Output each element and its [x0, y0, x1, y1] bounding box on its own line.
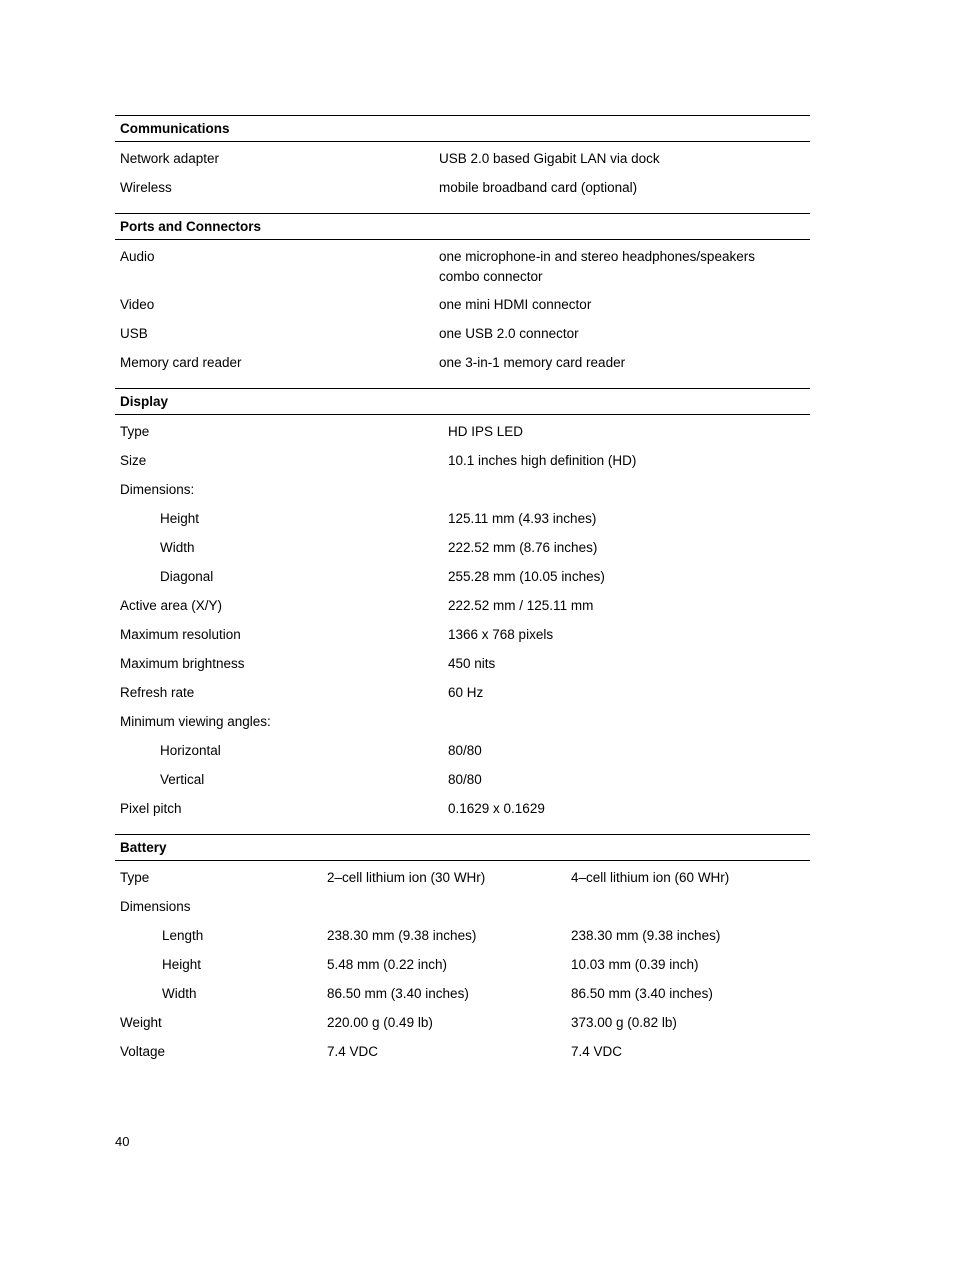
spec-value: 1366 x 768 pixels — [448, 627, 554, 642]
spec-value: 80/80 — [448, 772, 482, 787]
spec-label: Maximum brightness — [120, 656, 245, 671]
spec-row — [115, 349, 810, 378]
spec-value — [448, 476, 808, 480]
spec-label: Height — [160, 511, 200, 526]
section-header: Battery — [115, 834, 810, 861]
spec-row — [115, 418, 810, 447]
spec-value: 10.1 inches high definition (HD) — [448, 453, 637, 468]
spec-value: USB 2.0 based Gigabit LAN via dock — [439, 151, 660, 166]
spec-value: 80/80 — [448, 743, 482, 758]
spec-label: Vertical — [160, 772, 205, 787]
spec-label: Voltage — [120, 1044, 166, 1059]
spec-row — [115, 1038, 810, 1067]
spec-label: Maximum resolution — [120, 627, 241, 642]
spec-value-4cell — [571, 893, 801, 897]
spec-row — [115, 447, 810, 476]
spec-label: Width — [162, 986, 197, 1001]
spec-value-2cell: 2–cell lithium ion (30 WHr) — [327, 870, 486, 885]
spec-value-4cell: 373.00 g (0.82 lb) — [571, 1015, 677, 1030]
ports-section — [115, 213, 810, 378]
spec-row — [115, 864, 810, 893]
spec-value-2cell — [327, 893, 571, 897]
section-header: Ports and Connectors — [115, 213, 810, 240]
spec-row — [115, 291, 810, 320]
spec-row — [115, 650, 810, 679]
battery-section — [115, 834, 810, 1067]
spec-value: one microphone-in and stereo headphones/speakers combo connector — [439, 249, 755, 284]
spec-row — [115, 1009, 810, 1038]
spec-document — [115, 115, 810, 1077]
spec-row — [115, 621, 810, 650]
spec-value-4cell: 238.30 mm (9.38 inches) — [571, 928, 721, 943]
spec-label: Horizontal — [160, 743, 221, 758]
spec-value-4cell: 10.03 mm (0.39 inch) — [571, 957, 699, 972]
spec-label: Video — [120, 297, 155, 312]
spec-row — [115, 951, 810, 980]
spec-value: 60 Hz — [448, 685, 484, 700]
spec-label: Dimensions — [120, 899, 191, 914]
spec-row — [115, 174, 810, 203]
spec-value — [448, 708, 808, 712]
spec-label: Refresh rate — [120, 685, 195, 700]
spec-value-2cell: 220.00 g (0.49 lb) — [327, 1015, 433, 1030]
spec-label: Audio — [120, 249, 155, 264]
spec-value: 222.52 mm (8.76 inches) — [448, 540, 598, 555]
spec-value-2cell: 7.4 VDC — [327, 1044, 379, 1059]
display-section — [115, 388, 810, 824]
spec-row — [115, 534, 810, 563]
page-number: 40 — [115, 1134, 130, 1149]
spec-row — [115, 893, 810, 922]
spec-row — [115, 476, 810, 505]
spec-value-2cell: 238.30 mm (9.38 inches) — [327, 928, 477, 943]
spec-label: Network adapter — [120, 151, 220, 166]
spec-value: one USB 2.0 connector — [439, 326, 579, 341]
spec-value: 450 nits — [448, 656, 496, 671]
spec-value: mobile broadband card (optional) — [439, 180, 638, 195]
spec-label: Active area (X/Y) — [120, 598, 223, 613]
spec-label: USB — [120, 326, 148, 341]
spec-label: Type — [120, 870, 150, 885]
spec-value-2cell: 5.48 mm (0.22 inch) — [327, 957, 448, 972]
spec-label: Type — [120, 424, 150, 439]
spec-row — [115, 320, 810, 349]
spec-label: Size — [120, 453, 147, 468]
spec-row — [115, 145, 810, 174]
spec-value-4cell: 7.4 VDC — [571, 1044, 623, 1059]
spec-row — [115, 592, 810, 621]
spec-row — [115, 505, 810, 534]
spec-row — [115, 766, 810, 795]
spec-label: Length — [162, 928, 204, 943]
spec-label: Width — [160, 540, 195, 555]
spec-label: Wireless — [120, 180, 172, 195]
spec-value: 125.11 mm (4.93 inches) — [448, 511, 597, 526]
communications-section — [115, 115, 810, 203]
spec-label: Minimum viewing angles: — [120, 714, 271, 729]
spec-row — [115, 795, 810, 824]
spec-value-4cell: 4–cell lithium ion (60 WHr) — [571, 870, 730, 885]
spec-value: 255.28 mm (10.05 inches) — [448, 569, 605, 584]
spec-row — [115, 708, 810, 737]
spec-row — [115, 980, 810, 1009]
spec-value: 0.1629 x 0.1629 — [448, 801, 545, 816]
spec-label: Memory card reader — [120, 355, 242, 370]
spec-row — [115, 922, 810, 951]
spec-value-4cell: 86.50 mm (3.40 inches) — [571, 986, 713, 1001]
spec-label: Diagonal — [160, 569, 214, 584]
spec-row — [115, 563, 810, 592]
spec-label: Pixel pitch — [120, 801, 182, 816]
spec-label: Weight — [120, 1015, 162, 1030]
spec-value-2cell: 86.50 mm (3.40 inches) — [327, 986, 469, 1001]
spec-value: one 3-in-1 memory card reader — [439, 355, 626, 370]
spec-value: HD IPS LED — [448, 424, 524, 439]
section-header: Communications — [115, 115, 810, 142]
spec-value: one mini HDMI connector — [439, 297, 592, 312]
spec-value: 222.52 mm / 125.11 mm — [448, 598, 594, 613]
spec-row — [115, 737, 810, 766]
section-header: Display — [115, 388, 810, 415]
spec-row — [115, 243, 810, 291]
spec-row — [115, 679, 810, 708]
spec-label: Dimensions: — [120, 482, 195, 497]
spec-label: Height — [162, 957, 202, 972]
